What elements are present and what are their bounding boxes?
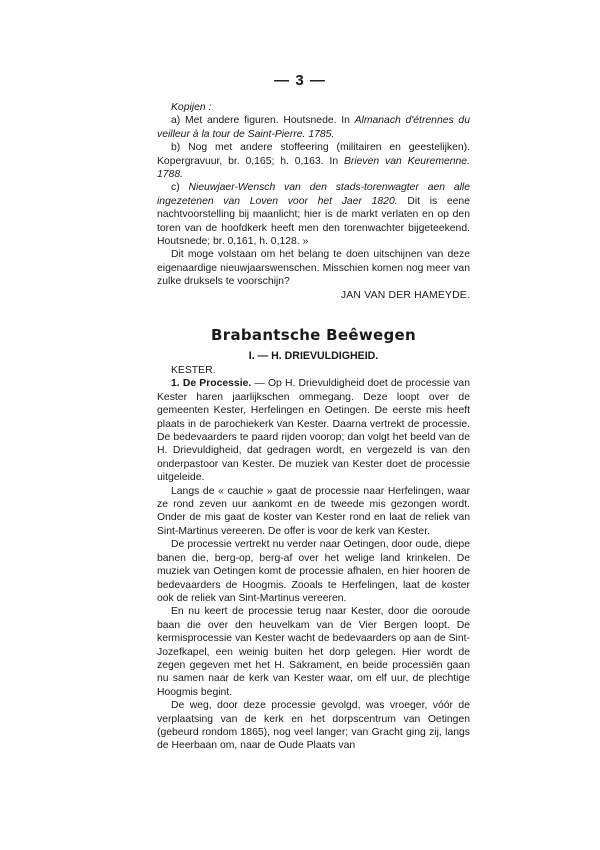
paragraph-3: De processie vertrekt nu verder naar Oetingen, door oude, diepe banen die, berg-op, berg-af over het welige land krinkelen. De muziek van Oetingen komt de processie afhalen, en hier hooren de bedevaarders de Hoogmis. Zooals te Herfelingen, laat de koster ook de reliek van Sint-Martinus vereeren.: [157, 539, 470, 604]
kopij-c-title: Nieuwjaer-Wensch van den stads-torenwagter aen alle ingezetenen van Loven voor het Jaer 1820.: [157, 182, 470, 207]
place-heading: KESTER.: [171, 365, 216, 376]
kopij-b-text: b) Nog met andere stoffeering (militairen en geestelijken). Kopergravuur, br. 0,165; h. 0,163. In: [157, 142, 470, 167]
kopij-a: [157, 114, 470, 141]
closing-paragraph: Dit moge volstaan om het belang te doen uitschijnen van deze eigenaardige nieuwjaarswenschen. Misschien komen nog meer van zulke druksels te voorschijn?: [157, 249, 470, 288]
kopij-a-source: Almanach d'étrennes du veilleur à la tour de Saint-Pierre. 1785.: [157, 115, 470, 140]
page-number: — 3 —: [274, 72, 326, 89]
paragraph-2: Langs de « cauchie » gaat de processie naar Herfelingen, waar ze rond zeven uur aankomt en de tweede mis gezongen wordt. Onder de mis gaat de koster van Kester rond en laat de reliek van Sint-Martinus vereeren. De offer is voor de kerk van Kester.: [157, 485, 470, 537]
kopij-c-prefix: c): [171, 182, 189, 194]
paragraph-1: [157, 377, 470, 484]
section-label: 1. De Processie.: [171, 378, 252, 390]
kopij-c: [157, 181, 470, 248]
article-body: [157, 364, 470, 753]
kopijen-section: [157, 101, 470, 302]
paragraph-5: De weg, door deze processie gevolgd, was vroeger, vóór de verplaatsing van de kerk en het dorpscentrum van Oetingen (gebeurd rondom 1865), nog veel langer; van Gracht ging zij, langs de Heerbaan om, naar de Oude Plaats van: [157, 700, 470, 752]
kopij-b: [157, 141, 470, 181]
paragraph-1-text: — Op H. Drievuldigheid doet de processie van Kester haren jaarlijkschen ommegang. Deze loopt over de gemeenten Kester, Herfelingen en Oetingen. De eerste mis heeft plaats in de parochiekerk van Kester. Daarna vertrekt de processie. De bedevaarders te paard rijden voorop; dan volgt het beeld van de H. Drievuldigheid, dat gedragen wordt, en vergezeld is van den onderpastoor van Kester. De muziek van Kester doet de processie uitgeleide.: [157, 378, 470, 484]
author-signature: JAN VAN DER HAMEYDE.: [340, 289, 470, 301]
article-subtitle: I. — H. DRIEVULDIGHEID.: [248, 350, 379, 362]
kopij-a-text: a) Met andere figuren. Houtsnede. In: [171, 115, 355, 127]
paragraph-4: En nu keert de processie terug naar Kester, door die ooroude baan die over den heuvelkam van de Vier Bergen loopt. De kermisprocessie van Kester wacht de bedevaarders op aan de Sint-Jozefkapel, een weinig buiten het dorp gelegen. Hier wordt de zegen gegeven met het H. Sakrament, en beide processiën gaan nu samen naar de kerk van Kester waar, om elf uur, de plechtige Hoogmis begint.: [157, 606, 470, 698]
kopij-b-source: Brieven van Keuremenne. 1788.: [157, 155, 470, 181]
kopijen-heading: Kopijen :: [171, 102, 212, 113]
article-title: Brabantsche Beêwegen: [211, 326, 416, 344]
kopij-c-text: Dit is eene nachtvoorstelling bij maanlicht; hier is de markt verlaten en op den toren van de hoofdkerk heeft men den torenwachter bijgeteekend. Houtsnede; br. 0,161, h. 0,128. »: [157, 195, 470, 248]
